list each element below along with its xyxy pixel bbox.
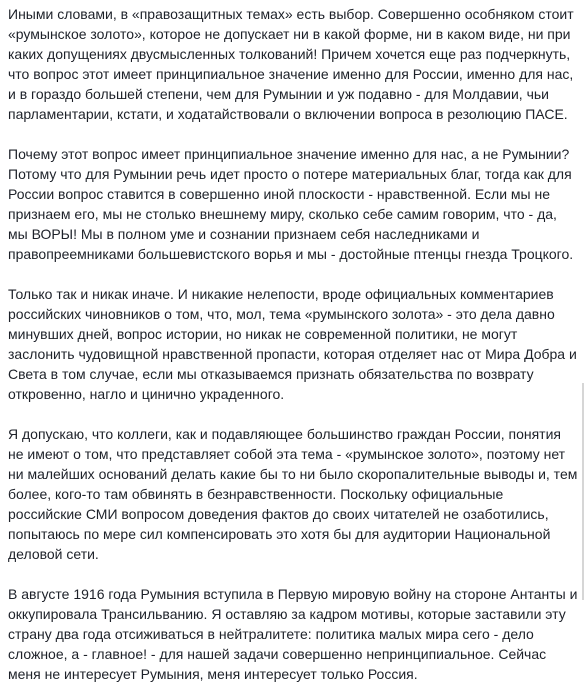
paragraph: В августе 1916 года Румыния вступила в Первую мировую войну на стороне Антанты и оккупировала Трансильванию. Я оставляю за кадром мотивы, которые заставили эту страну два года отсиживаться в нейтралитете: политика малых мира сего - дело сложное, а - главное! - для нашей задачи совершенно непринципиальное. Сейчас меня не интересует Румыния, меня интересует только Россия. <box>8 586 578 682</box>
paragraph: Я допускаю, что коллеги, как и подавляющее большинство граждан России, понятия не имеют о том, что представляет собой эта тема - «румынское золото», поэтому нет ни малейших оснований делать какие бы то ни было скоропалительные выводы и, тем более, кого-то там обвинять в безнравственности. Поскольку официальные российские СМИ вопросом доведения фактов до своих читателей не озаботились, попытаюсь по мере сил компенсировать это хотя бы для аудитории Национальной деловой сети. <box>8 426 578 562</box>
paragraph: Иными словами, в «правозащитных темах» есть выбор. Совершенно особняком стоит «румынское золото», которое не допускает ни в какой форме, ни в каком виде, ни при каких допущениях двусмысленных толкований! Причем хочется еще раз подчеркнуть, что вопрос этот имеет принципиальное значение именно для России, именно для нас, и в гораздо большей степени, чем для Румынии и уж подавно - для Молдавии, чьи парламентарии, кстати, и ходатайствовали о включении вопроса в резолюцию ПАСЕ. <box>8 6 574 122</box>
paragraph: Только так и никак иначе. И никакие нелепости, вроде официальных комментариев российских чиновников о том, что, мол, тема «румынского золота» - это дела давно минувших дней, вопрос истории, но никак не современной политики, не могут заслонить чудовищной нравственной пропасти, которая отделяет нас от Мира Добра и Света в том случае, если мы отказываемся признать обязательства по возврату откровенно, нагло и цинично украденного. <box>8 286 577 402</box>
paragraph: Почему этот вопрос имеет принципиальное значение именно для нас, а не Румынии? Потому что для Румынии речь идет просто о потере материальных благ, тогда как для России вопрос ставится в совершенно иной плоскости - нравственной. Если мы не признаем его, мы не столько внешнему миру, сколько себе самим говорим, что - да, мы ВОРЫ! Мы в полном уме и сознании признаем себя наследниками и правопреемниками большевистского ворья и мы - достойные птенцы гнезда Троцкого. <box>8 146 574 262</box>
article-body <box>8 4 580 684</box>
